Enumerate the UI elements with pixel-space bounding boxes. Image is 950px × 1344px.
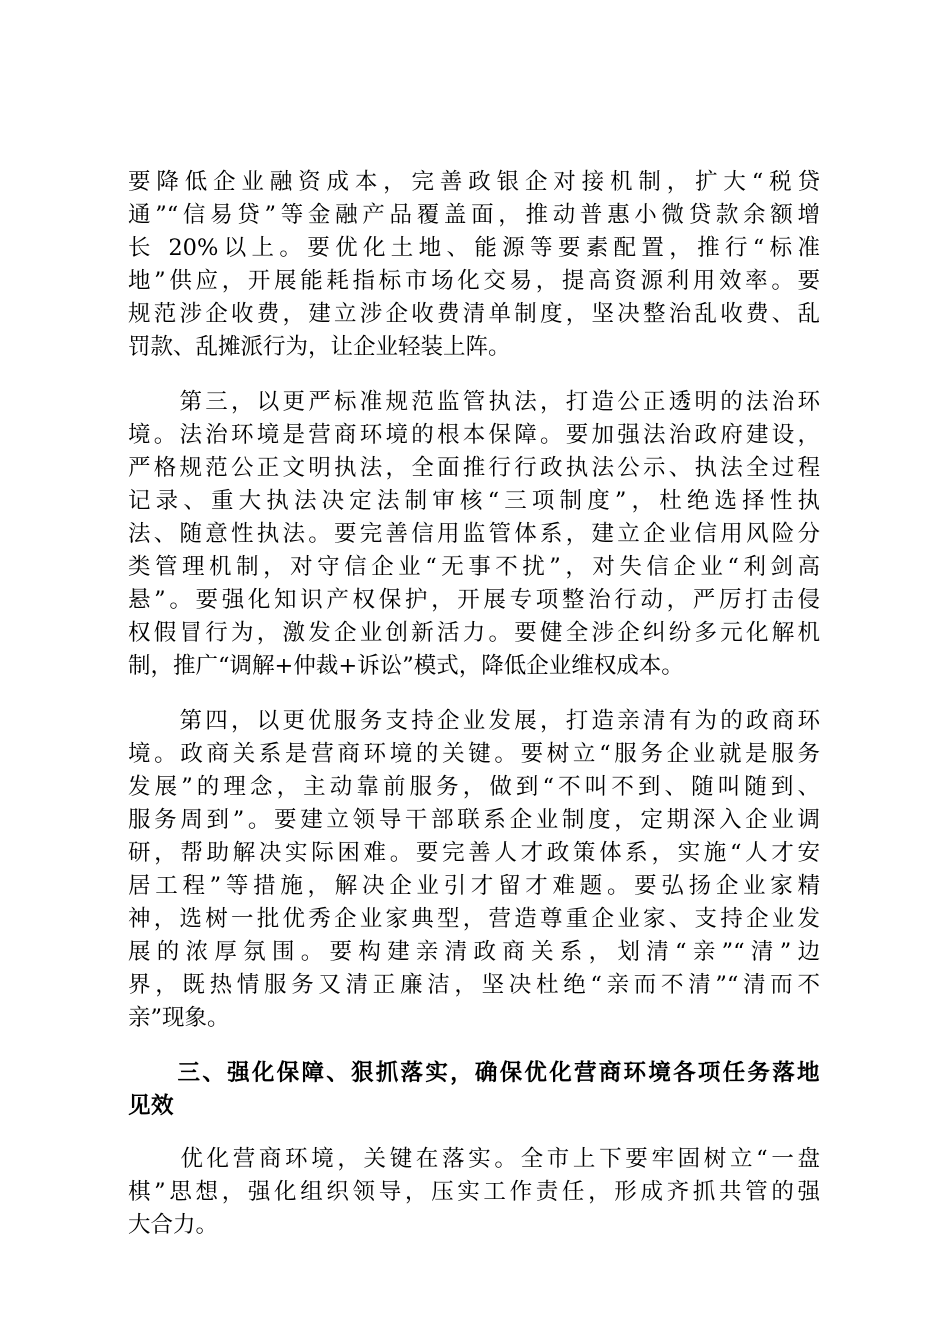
text-line: 长 20%以上。要优化土地、能源等要素配置，推行“标准: [128, 235, 820, 261]
text-line: 发展”的理念，主动靠前服务，做到“不叫不到、随叫随到、: [128, 774, 820, 800]
text-line: 规范涉企收费，建立涉企收费清单制度，坚决整治乱收费、乱: [128, 301, 820, 327]
text-line: 境。政商关系是营商环境的关键。要树立“服务企业就是服务: [128, 741, 820, 767]
text-line: 悬”。要强化知识产权保护，开展专项整治行动，严厉打击侵: [128, 587, 820, 613]
text-line: 类管理机制，对守信企业“无事不扰”，对失信企业“利剑高: [128, 554, 820, 580]
text-line: 服务周到”。要建立领导干部联系企业制度，定期深入企业调: [128, 807, 820, 833]
text-line: 神，选树一批优秀企业家典型，营造尊重企业家、支持企业发: [128, 906, 820, 932]
text-line: 棋”思想，强化组织领导，压实工作责任，形成齐抓共管的强: [128, 1179, 820, 1205]
text-line: 亲”现象。: [128, 1005, 230, 1031]
text-line: 展的浓厚氛围。要构建亲清政商关系，划清“亲”“清”边: [128, 939, 820, 965]
text-line: 境。法治环境是营商环境的根本保障。要加强法治政府建设，: [128, 422, 820, 448]
text-line: 记录、重大执法决定法制审核“三项制度”，杜绝选择性执: [128, 488, 820, 514]
text-line: 制，推广“调解+仲裁+诉讼”模式，降低企业维权成本。: [128, 653, 684, 679]
section-heading-three: [128, 1057, 820, 1123]
text-line: 通”“信易贷”等金融产品覆盖面，推动普惠小微贷款余额增: [128, 202, 820, 228]
text-line: 罚款、乱摊派行为，让企业轻装上阵。: [128, 334, 511, 360]
document-page: [128, 166, 820, 1264]
text-line: 要降低企业融资成本，完善政银企对接机制，扩大“税贷: [128, 169, 820, 195]
heading-line: 见效: [128, 1093, 175, 1119]
text-line: 研，帮助解决实际困难。要完善人才政策体系，实施“人才安: [128, 840, 820, 866]
text-line: 第三，以更严标准规范监管执法，打造公正透明的法治环: [128, 389, 820, 415]
heading-line: 三、强化保障、狠抓落实，确保优化营商环境各项任务落地: [128, 1060, 820, 1086]
text-line: 权假冒行为，激发企业创新活力。要健全涉企纠纷多元化解机: [128, 620, 820, 646]
text-line: 大合力。: [128, 1212, 219, 1238]
text-line: 居工程”等措施，解决企业引才留才难题。要弘扬企业家精: [128, 873, 820, 899]
text-line: 界，既热情服务又清正廉洁，坚决杜绝“亲而不清”“清而不: [128, 972, 820, 998]
text-line: 第四，以更优服务支持企业发展，打造亲清有为的政商环: [128, 708, 820, 734]
paragraph-third-rule-of-law: [128, 386, 820, 683]
text-line: 法、随意性执法。要完善信用监管体系，建立企业信用风险分: [128, 521, 820, 547]
text-line: 优化营商环境，关键在落实。全市上下要牢固树立“一盘: [128, 1146, 820, 1172]
paragraph-fourth-government-business: [128, 705, 820, 1035]
text-line: 地”供应，开展能耗指标市场化交易，提高资源利用效率。要: [128, 268, 820, 294]
text-line: 严格规范公正文明执法，全面推行行政执法公示、执法全过程: [128, 455, 820, 481]
paragraph-financing: [128, 166, 820, 364]
paragraph-implementation: [128, 1143, 820, 1242]
